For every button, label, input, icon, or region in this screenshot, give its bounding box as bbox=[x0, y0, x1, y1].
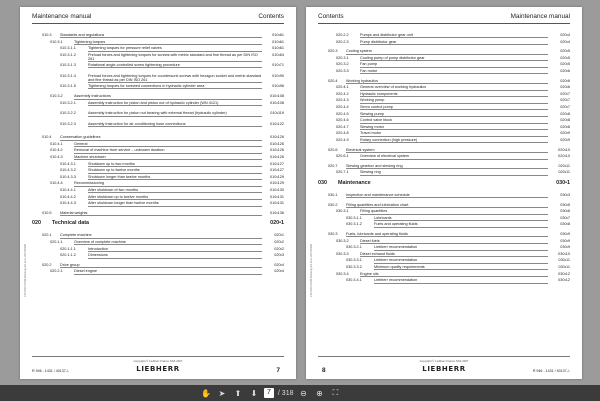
toc-page: 020•8 bbox=[560, 118, 570, 123]
toc-page: 010•126 bbox=[270, 148, 284, 153]
toc-title: Shutdown up to two months bbox=[88, 162, 262, 167]
toc-number: 030.3.1 bbox=[336, 209, 349, 214]
toc-title: After shutdown longer than twelve months bbox=[88, 201, 262, 206]
toc-number: 020.7 bbox=[328, 163, 338, 168]
toc-page: 020•5 bbox=[560, 62, 570, 67]
toc-page: 010•129 bbox=[270, 174, 284, 179]
toc-page: 030•12 bbox=[558, 278, 570, 283]
toc-title: Assembly instruction for air conditioning hose connections bbox=[88, 122, 262, 127]
toc-number: 010.4.4.2 bbox=[60, 194, 76, 199]
toc-title: Overview of electrical system bbox=[360, 154, 548, 159]
toc-page: 020•7 bbox=[560, 105, 570, 109]
toc-title: Tightening torques for pressure relief valves bbox=[88, 46, 262, 51]
toc-number: 030.3.3.2 bbox=[346, 265, 362, 269]
toc-title: Minimum quality requirements bbox=[374, 265, 548, 270]
toc-number: 020.6 bbox=[328, 147, 338, 152]
toc-page: 030•3 bbox=[560, 193, 570, 197]
toc-page: 010•126 bbox=[270, 135, 284, 140]
page-number: 7 bbox=[276, 367, 280, 374]
toc-title: Assembly instruction for piston and piston nut of hydraulic cylinder (WN 4121) bbox=[88, 101, 262, 106]
toc-title: Machine shutdown bbox=[74, 155, 262, 160]
toc-page: 020•4 bbox=[274, 269, 284, 274]
toc-number: 010.4.4.1 bbox=[60, 188, 76, 192]
toc-title: Slewing gearbox and slewing ring bbox=[346, 164, 548, 169]
header-left: Maintenance manual bbox=[32, 13, 92, 20]
page-footer bbox=[32, 356, 284, 375]
toc-number: 010.4.3 bbox=[50, 155, 63, 159]
toc-number: 020.1.1 bbox=[50, 240, 63, 244]
toc-page: 010•131 bbox=[270, 201, 284, 206]
page-header bbox=[318, 13, 570, 24]
toc-title: Liebherr recommendation bbox=[374, 245, 548, 250]
liebherr-logo: LIEBHERR bbox=[136, 365, 180, 373]
hand-tool-icon[interactable]: ✋ bbox=[201, 388, 211, 398]
select-tool-icon[interactable]: ➤ bbox=[218, 388, 226, 398]
right-page bbox=[306, 7, 582, 379]
toc-title: Removal of machine from service – unknown duration bbox=[74, 148, 262, 153]
viewer-toolbar bbox=[0, 385, 600, 401]
total-pages: / 318 bbox=[277, 389, 294, 397]
toc-page: 010•126 bbox=[270, 141, 284, 146]
toc-number: 030.3.2.1 bbox=[346, 245, 362, 250]
toc-number: 020.2.3 bbox=[336, 39, 349, 44]
toc-number: 010.4.2 bbox=[50, 148, 63, 153]
toc-page: 020•2 bbox=[274, 240, 284, 244]
toc-page: 010•129 bbox=[270, 181, 284, 186]
toc-number: 010.3.1.4 bbox=[60, 73, 76, 78]
toc-title: Liebherr recommendation bbox=[374, 278, 548, 283]
toc-number: 020.4.6 bbox=[336, 118, 349, 123]
toc-page: 010•130 bbox=[270, 188, 284, 192]
toc-page: 020•9 bbox=[560, 138, 570, 142]
toc-page: 020•10 bbox=[558, 147, 570, 152]
toc-title: Standards and regulations bbox=[60, 33, 262, 38]
page-header bbox=[32, 13, 284, 24]
toc-title: Cooling pump of pump distributor gear bbox=[360, 56, 548, 61]
toc-number: 010.3.1.5 bbox=[60, 84, 76, 88]
toc-number: 020.6.1 bbox=[336, 154, 349, 159]
toc-title: Dimensions bbox=[88, 253, 262, 258]
toc-number: 020.1.1.2 bbox=[60, 253, 76, 258]
toc-page: 020•6 bbox=[560, 85, 570, 90]
toc-page: 020•1 bbox=[274, 233, 284, 238]
toc-page: 020•5 bbox=[560, 49, 570, 54]
toc-title: Conservation guidelines bbox=[60, 135, 262, 140]
toc-number: 010.3.1.3 bbox=[60, 63, 76, 68]
toc-number: 020 bbox=[32, 220, 41, 227]
toc-number: 020.4.2 bbox=[336, 91, 349, 96]
toc-number: 030.1 bbox=[328, 193, 338, 197]
toolbar-controls bbox=[200, 387, 341, 399]
header-right: Maintenance manual bbox=[510, 13, 570, 20]
toc-page: 020•8 bbox=[560, 111, 570, 116]
toc-title: Fan pump bbox=[360, 62, 548, 67]
toc-title: Engine oils bbox=[360, 272, 548, 277]
toc-title: Working hydraulics bbox=[346, 79, 548, 84]
fit-page-icon[interactable]: ⛶ bbox=[332, 388, 339, 397]
toc-number: 010.4.3.1 bbox=[60, 161, 76, 166]
toc-number: 020.2.2 bbox=[336, 33, 349, 37]
toc-number: 010.5 bbox=[42, 210, 52, 215]
toc-number: 010.3.1 bbox=[50, 39, 63, 44]
toc-page: 020•7 bbox=[560, 98, 570, 103]
toc-page: 010•126 bbox=[270, 155, 284, 159]
toc-page: 020•7 bbox=[560, 91, 570, 96]
toc-page: 010•64 bbox=[272, 52, 284, 57]
zoom-out-icon[interactable]: ⊖ bbox=[300, 388, 307, 398]
toc-page: 030•11 bbox=[558, 258, 570, 263]
toc-number: 010.3.1.1 bbox=[60, 46, 76, 51]
toc-number: 030.3.4.1 bbox=[346, 278, 362, 283]
toc-title: Fuels, lubricants and operating fluids bbox=[346, 232, 548, 237]
toc-page: 030•9 bbox=[560, 238, 570, 243]
toc-number: 030.3 bbox=[328, 232, 338, 236]
toc-page: 020•3 bbox=[274, 253, 284, 258]
toc-page: 030•6 bbox=[560, 209, 570, 214]
toc-title: Overview of complete machine bbox=[74, 240, 262, 245]
header-left: Contents bbox=[318, 13, 344, 20]
copyright: Copyright © Liebherr-France SAS 2007 bbox=[419, 359, 469, 363]
page-up-icon[interactable]: ⬆ bbox=[234, 388, 242, 398]
toc-number: 020.4 bbox=[328, 78, 338, 83]
toc-page: 020•4 bbox=[274, 262, 284, 267]
toc-number: 020.2.1 bbox=[50, 269, 63, 274]
toc-number: 020.4.1 bbox=[336, 85, 349, 90]
toc-number: 020.3.3 bbox=[336, 69, 349, 73]
toc-number: 020.2 bbox=[42, 262, 52, 267]
toc-title: Fuels and operating fluids bbox=[374, 222, 548, 227]
toc-number: 030 bbox=[318, 180, 327, 186]
toc-number: 010.4.1 bbox=[50, 141, 63, 146]
toc-page: 030•10 bbox=[558, 251, 570, 256]
toc-title: Pump distributor gear bbox=[360, 40, 548, 45]
toc-page: 010•136 bbox=[270, 210, 284, 215]
toc-title: Rotational angle-controlled screw tightening procedure bbox=[88, 63, 262, 68]
page-footer bbox=[318, 356, 570, 375]
toc-page: 010•127 bbox=[270, 168, 284, 173]
toc-title: Technical data bbox=[52, 220, 90, 227]
toc-title: Fan motor bbox=[360, 69, 548, 74]
copyright: Copyright © Liebherr-France SAS 2007 bbox=[133, 359, 183, 363]
toc-number: 010.4.4 bbox=[50, 181, 63, 186]
toc-title: Introduction bbox=[88, 247, 262, 252]
toc-title: Slewing pump bbox=[360, 112, 548, 117]
toc-page: 020•9 bbox=[560, 131, 570, 136]
toc-number: 020.4.7 bbox=[336, 124, 349, 129]
toc-number: 020.7.1 bbox=[336, 170, 349, 175]
toc-page: 030•11 bbox=[558, 265, 570, 269]
current-page-input[interactable]: 7 bbox=[264, 388, 274, 398]
toc-page: 020•4 bbox=[560, 39, 570, 44]
toc-title: Diesel exhaust fluids bbox=[360, 252, 548, 257]
toc-title: General overview of working hydraulics bbox=[360, 85, 548, 90]
doc-code: R 946 - 1431 / 40137-/- bbox=[32, 369, 70, 373]
toc-title: Material weights bbox=[60, 211, 262, 216]
page-down-icon[interactable]: ⬇ bbox=[250, 388, 258, 398]
toc-page: 030•8 bbox=[560, 222, 570, 227]
toc-page: 020•11 bbox=[558, 163, 570, 168]
toc-number: 010.3.2.3 bbox=[60, 121, 76, 126]
toc-number: 030.3.3 bbox=[336, 251, 349, 256]
toc-title: General bbox=[74, 142, 262, 147]
toc-title: Control valve block bbox=[360, 118, 548, 123]
toc-title: Filling quantities and lubrication chart bbox=[346, 203, 548, 208]
toc-title: Slewing motor bbox=[360, 125, 548, 130]
doc-code: R 946 - 1431 / 40137-/- bbox=[532, 369, 570, 373]
toc-page: 020•6 bbox=[560, 69, 570, 73]
toc-page: 020•8 bbox=[560, 124, 570, 129]
toc-page: 010•61 bbox=[272, 33, 284, 37]
toc-number: 020.4.4 bbox=[336, 105, 349, 109]
toc-page: 030•9 bbox=[560, 245, 570, 250]
toc-title: Shutdown longer than twelve months bbox=[88, 175, 262, 180]
toc-number: 010.4 bbox=[42, 135, 52, 140]
toc-page: 010•96 bbox=[272, 84, 284, 88]
toc-title: Servo control pump bbox=[360, 105, 548, 110]
toc-page: 010•119 bbox=[270, 111, 284, 116]
toc-title: Slewing ring bbox=[360, 170, 548, 175]
toc-title: Liebherr recommendation bbox=[374, 258, 548, 263]
toc-page: 020•4 bbox=[560, 33, 570, 37]
toc-number: 020.4.9 bbox=[336, 138, 349, 142]
side-note: 21070003 R946 Wartung EN.docx 2007/09/26 bbox=[24, 243, 27, 297]
toc-title: Electrical system bbox=[346, 148, 548, 153]
toc-number: 030.3.1.1 bbox=[346, 215, 362, 220]
toc-title: Maintenance bbox=[338, 180, 371, 186]
toc-number: 010.4.3.2 bbox=[60, 168, 76, 173]
toc-page: 020•2 bbox=[274, 246, 284, 251]
page-number: 8 bbox=[322, 367, 326, 374]
toc-title: Working pump bbox=[360, 98, 548, 103]
toc-number: 020.4.5 bbox=[336, 111, 349, 116]
toc-page: 010•127 bbox=[270, 161, 284, 166]
toc-page: 020•6 bbox=[560, 78, 570, 83]
toc-page: 010•90 bbox=[272, 73, 284, 78]
toc-number: 010.4.4.3 bbox=[60, 201, 76, 206]
toc-number: 020.3 bbox=[328, 49, 338, 54]
toc-title: Assembly instruction for piston nut bearing with external thread (hydraulic cylinder) bbox=[88, 111, 262, 116]
toc-title: Lubricants bbox=[374, 216, 548, 221]
zoom-in-icon[interactable]: ⊕ bbox=[316, 388, 323, 398]
toc-page: 010•61 bbox=[272, 46, 284, 51]
toc-page: 010•71 bbox=[272, 63, 284, 68]
toc-title: Hydraulic components bbox=[360, 92, 548, 97]
toc-title: Tightening torques bbox=[74, 40, 262, 45]
toc-number: 020.3.2 bbox=[336, 62, 349, 67]
toc-number: 010.3.2.1 bbox=[60, 101, 76, 105]
toc-title: Shutdown up to twelve months bbox=[88, 168, 262, 173]
toc-number: 010.4.3.3 bbox=[60, 174, 76, 179]
toc-page: 030•7 bbox=[560, 215, 570, 220]
toc-page: 020•1 bbox=[270, 220, 284, 227]
toc-title: Preload forces and tightening torques for screws with metric standard and fine thread as per DIN ISO 261 bbox=[88, 53, 262, 63]
toc-title: Travel motor bbox=[360, 131, 548, 136]
toc-title: After shutdown up to twelve months bbox=[88, 195, 262, 200]
toc-number: 020.1.1.1 bbox=[60, 246, 76, 251]
side-note: 21070003 R946 Wartung EN.docx 2007/09/26 bbox=[310, 243, 313, 297]
toc-title: Drive group bbox=[60, 263, 262, 268]
toc-title: Cooling system bbox=[346, 49, 548, 54]
toc-number: 020.4.3 bbox=[336, 98, 349, 103]
header-right: Contents bbox=[258, 13, 284, 20]
toc-title: Complete machine bbox=[60, 233, 262, 238]
toc-title: Diesel fuels bbox=[360, 239, 548, 244]
toc-page: 020•11 bbox=[558, 170, 570, 175]
toc-number: 010.3.2 bbox=[50, 94, 63, 99]
toc-title: Rotary connection (high pressure) bbox=[360, 138, 548, 143]
toc-title: Diesel engine bbox=[74, 269, 262, 274]
toc-page: 010•108 bbox=[270, 101, 284, 105]
toc-page: 030•12 bbox=[558, 271, 570, 276]
toc-page: 030•9 bbox=[560, 232, 570, 236]
toc-title: Pumps and distributor gear unit bbox=[360, 33, 548, 38]
toc-title: Tightening torques for screwed connections in hydraulic cylinder area bbox=[88, 84, 262, 89]
toc-number: 030.3.3.1 bbox=[346, 258, 362, 263]
toc-page: 030•1 bbox=[556, 180, 570, 186]
toc-page: 020•5 bbox=[560, 55, 570, 60]
toc-page: 010•108 bbox=[270, 94, 284, 99]
toc-number: 020.3.1 bbox=[336, 55, 349, 60]
toc-title: Recommissioning bbox=[74, 181, 262, 186]
liebherr-logo: LIEBHERR bbox=[422, 365, 466, 373]
toc-page: 010•61 bbox=[272, 39, 284, 44]
toc-number: 010.3.1.2 bbox=[60, 52, 76, 57]
toc-number: 030.2 bbox=[328, 202, 338, 207]
toc-title: Filling quantities bbox=[360, 209, 548, 214]
toc-title: Assembly instructions bbox=[74, 94, 262, 99]
toc-number: 010.3 bbox=[42, 33, 52, 37]
left-page bbox=[20, 7, 296, 379]
toc-page: 010•131 bbox=[270, 194, 284, 199]
toc-title: After shutdown of two months bbox=[88, 188, 262, 193]
toc-number: 030.3.2 bbox=[336, 238, 349, 243]
toc-page: 020•10 bbox=[558, 154, 570, 159]
toc-number: 010.3.2.2 bbox=[60, 111, 76, 116]
toc-number: 030.3.1.2 bbox=[346, 222, 362, 227]
toc-page: 010•122 bbox=[270, 121, 284, 126]
toc-number: 020.4.8 bbox=[336, 131, 349, 136]
toc-page: 030•5 bbox=[560, 202, 570, 207]
toc-number: 030.3.4 bbox=[336, 271, 349, 276]
toc-number: 020.1 bbox=[42, 233, 52, 238]
toc-title: Preload forces and tightening torques for countersunk screws with hexagon socket and metric standard and fine thread as per DIN ISO 261 bbox=[88, 73, 262, 82]
toc-title: Inspection and maintenance schedule bbox=[346, 193, 548, 198]
